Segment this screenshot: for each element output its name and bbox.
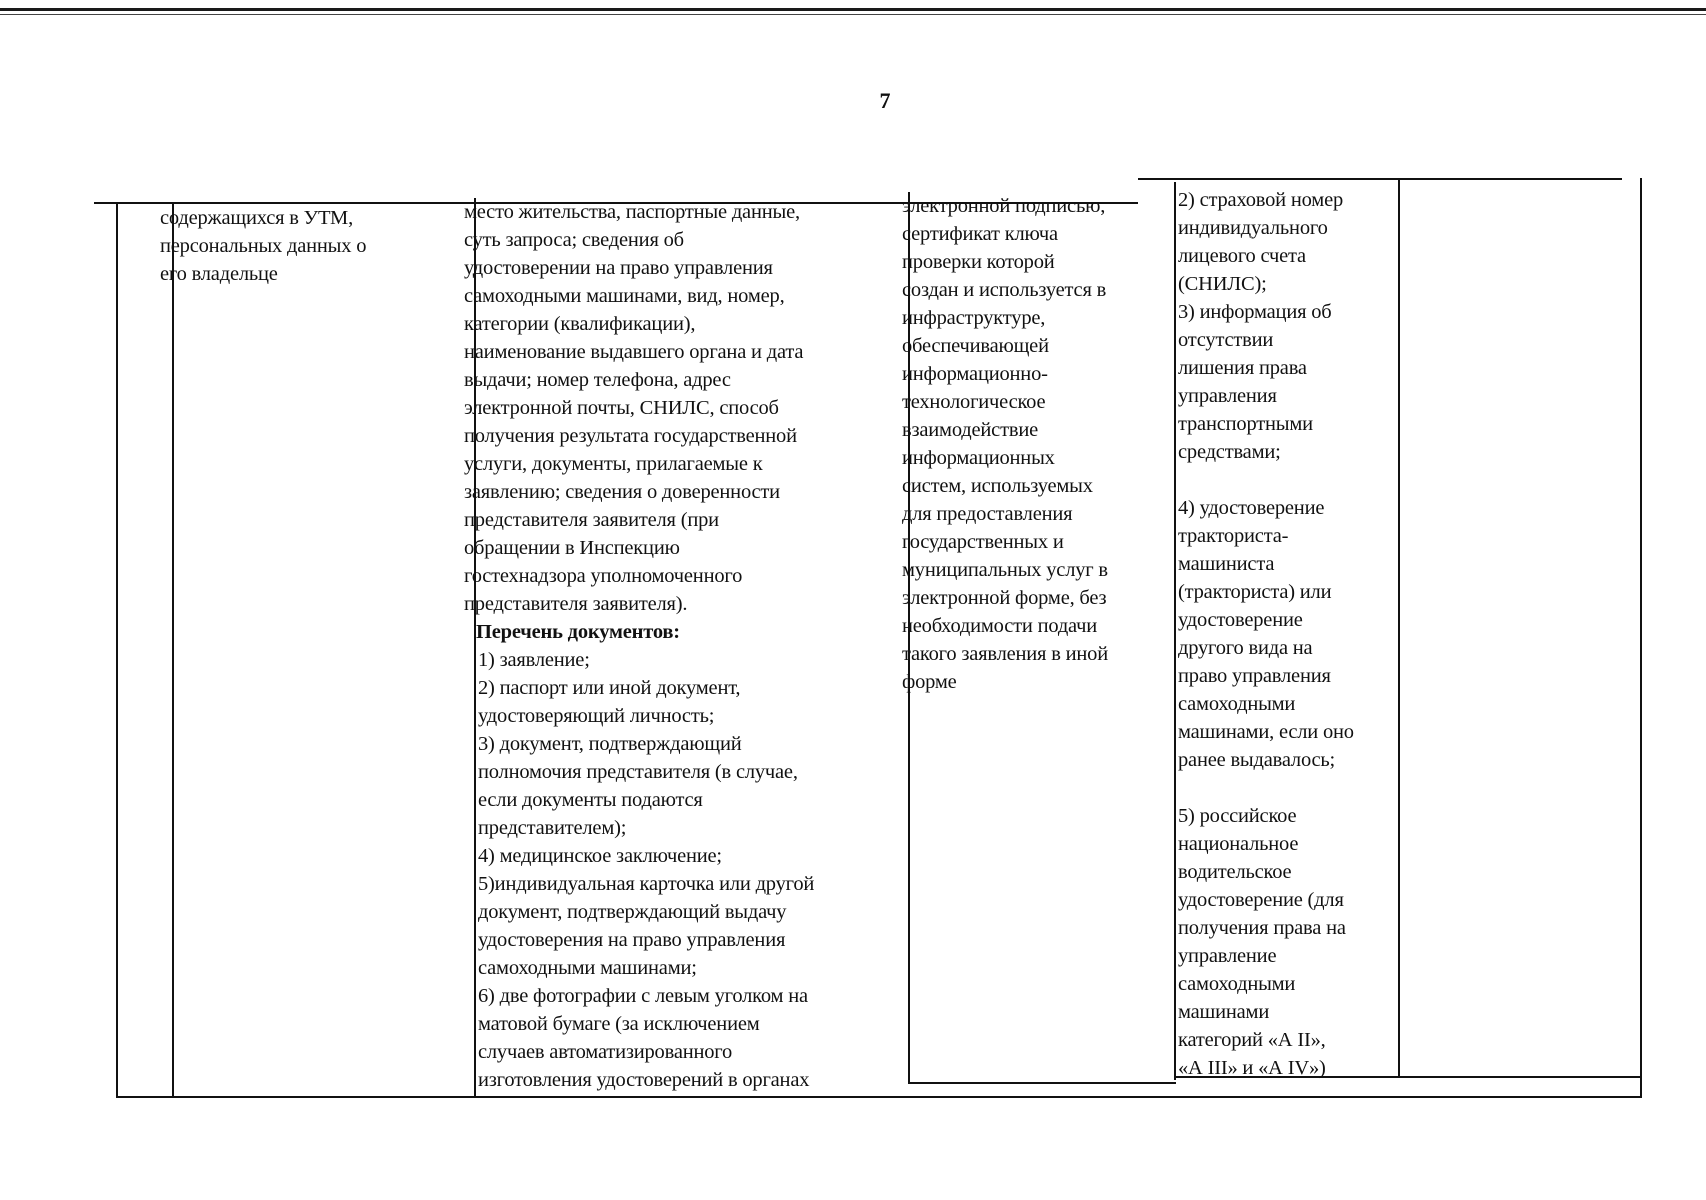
cell-col5: 2) страховой номер индивидуального лицевого счета (СНИЛС); 3) информация об отсутствии лишения права управления транспортными средствами; 4) удостоверение тракториста- машиниста (тракториста) или удостоверение другого вида на право управления самоходными машинами, если оно ранее выдавалось; 5) российское национальное водительское удостоверение (для получения права на управление самоходными машинами категорий «А II», «А III» и «А IV») — [1178, 189, 1354, 1079]
scan-top-rule — [0, 8, 1706, 11]
table-bottom-border — [116, 1096, 1642, 1098]
table-top-border-right — [1138, 178, 1622, 180]
cell-col2: содержащихся в УТМ, персональных данных о его владельце — [160, 207, 367, 285]
col-divider-4 — [1174, 182, 1176, 1080]
scan-top-rule-thin — [0, 14, 1706, 15]
col-divider-1 — [172, 202, 174, 1098]
page-number: 7 — [879, 88, 891, 113]
inner-row-bottom — [908, 1082, 1176, 1084]
document-table — [116, 178, 1642, 1096]
table-right-border — [1640, 178, 1642, 1098]
col-divider-5 — [1398, 178, 1400, 1076]
cell-col3-heading: Перечень документов: — [476, 621, 680, 643]
table-left-border — [116, 202, 118, 1098]
cell-col3-list: 1) заявление; 2) паспорт или иной документ, удостоверяющий личность; 3) документ, подтверждающий полномочия представителя (в случае, если документы подаются представителем); 4) медицинское заключение; 5)индивидуальная карточка или другой документ, подтверждающий выдачу удостоверения на право управления самоходными машинами; 6) две фотографии с левым уголком на матовой бумаге (за исключением случаев автоматизированного изготовления удостоверений в органах — [478, 649, 815, 1091]
cell-col3-text: место жительства, паспортные данные, суть запроса; сведения об удостоверении на право управления самоходными машинами, вид, номер, категории (квалификации), наименование выдавшего органа и дата выдачи; номер телефона, адрес электронной почты, СНИЛС, способ получения результата государственной услуги, документы, прилагаемые к заявлению; сведения о доверенности представителя заявителя (при обращении в Инспекцию гостехнадзора уполномоченного представителя заявителя). — [464, 201, 804, 615]
cell-col4: электронной подписью, сертификат ключа проверки которой создан и используется в инфраструктуре, обеспечивающей информационно- технологическое взаимодействие информационных систем, используемых для предоставления государственных и муниципальных услуг в электронной форме, без необходимости подачи такого заявления в иной форме — [902, 195, 1108, 693]
